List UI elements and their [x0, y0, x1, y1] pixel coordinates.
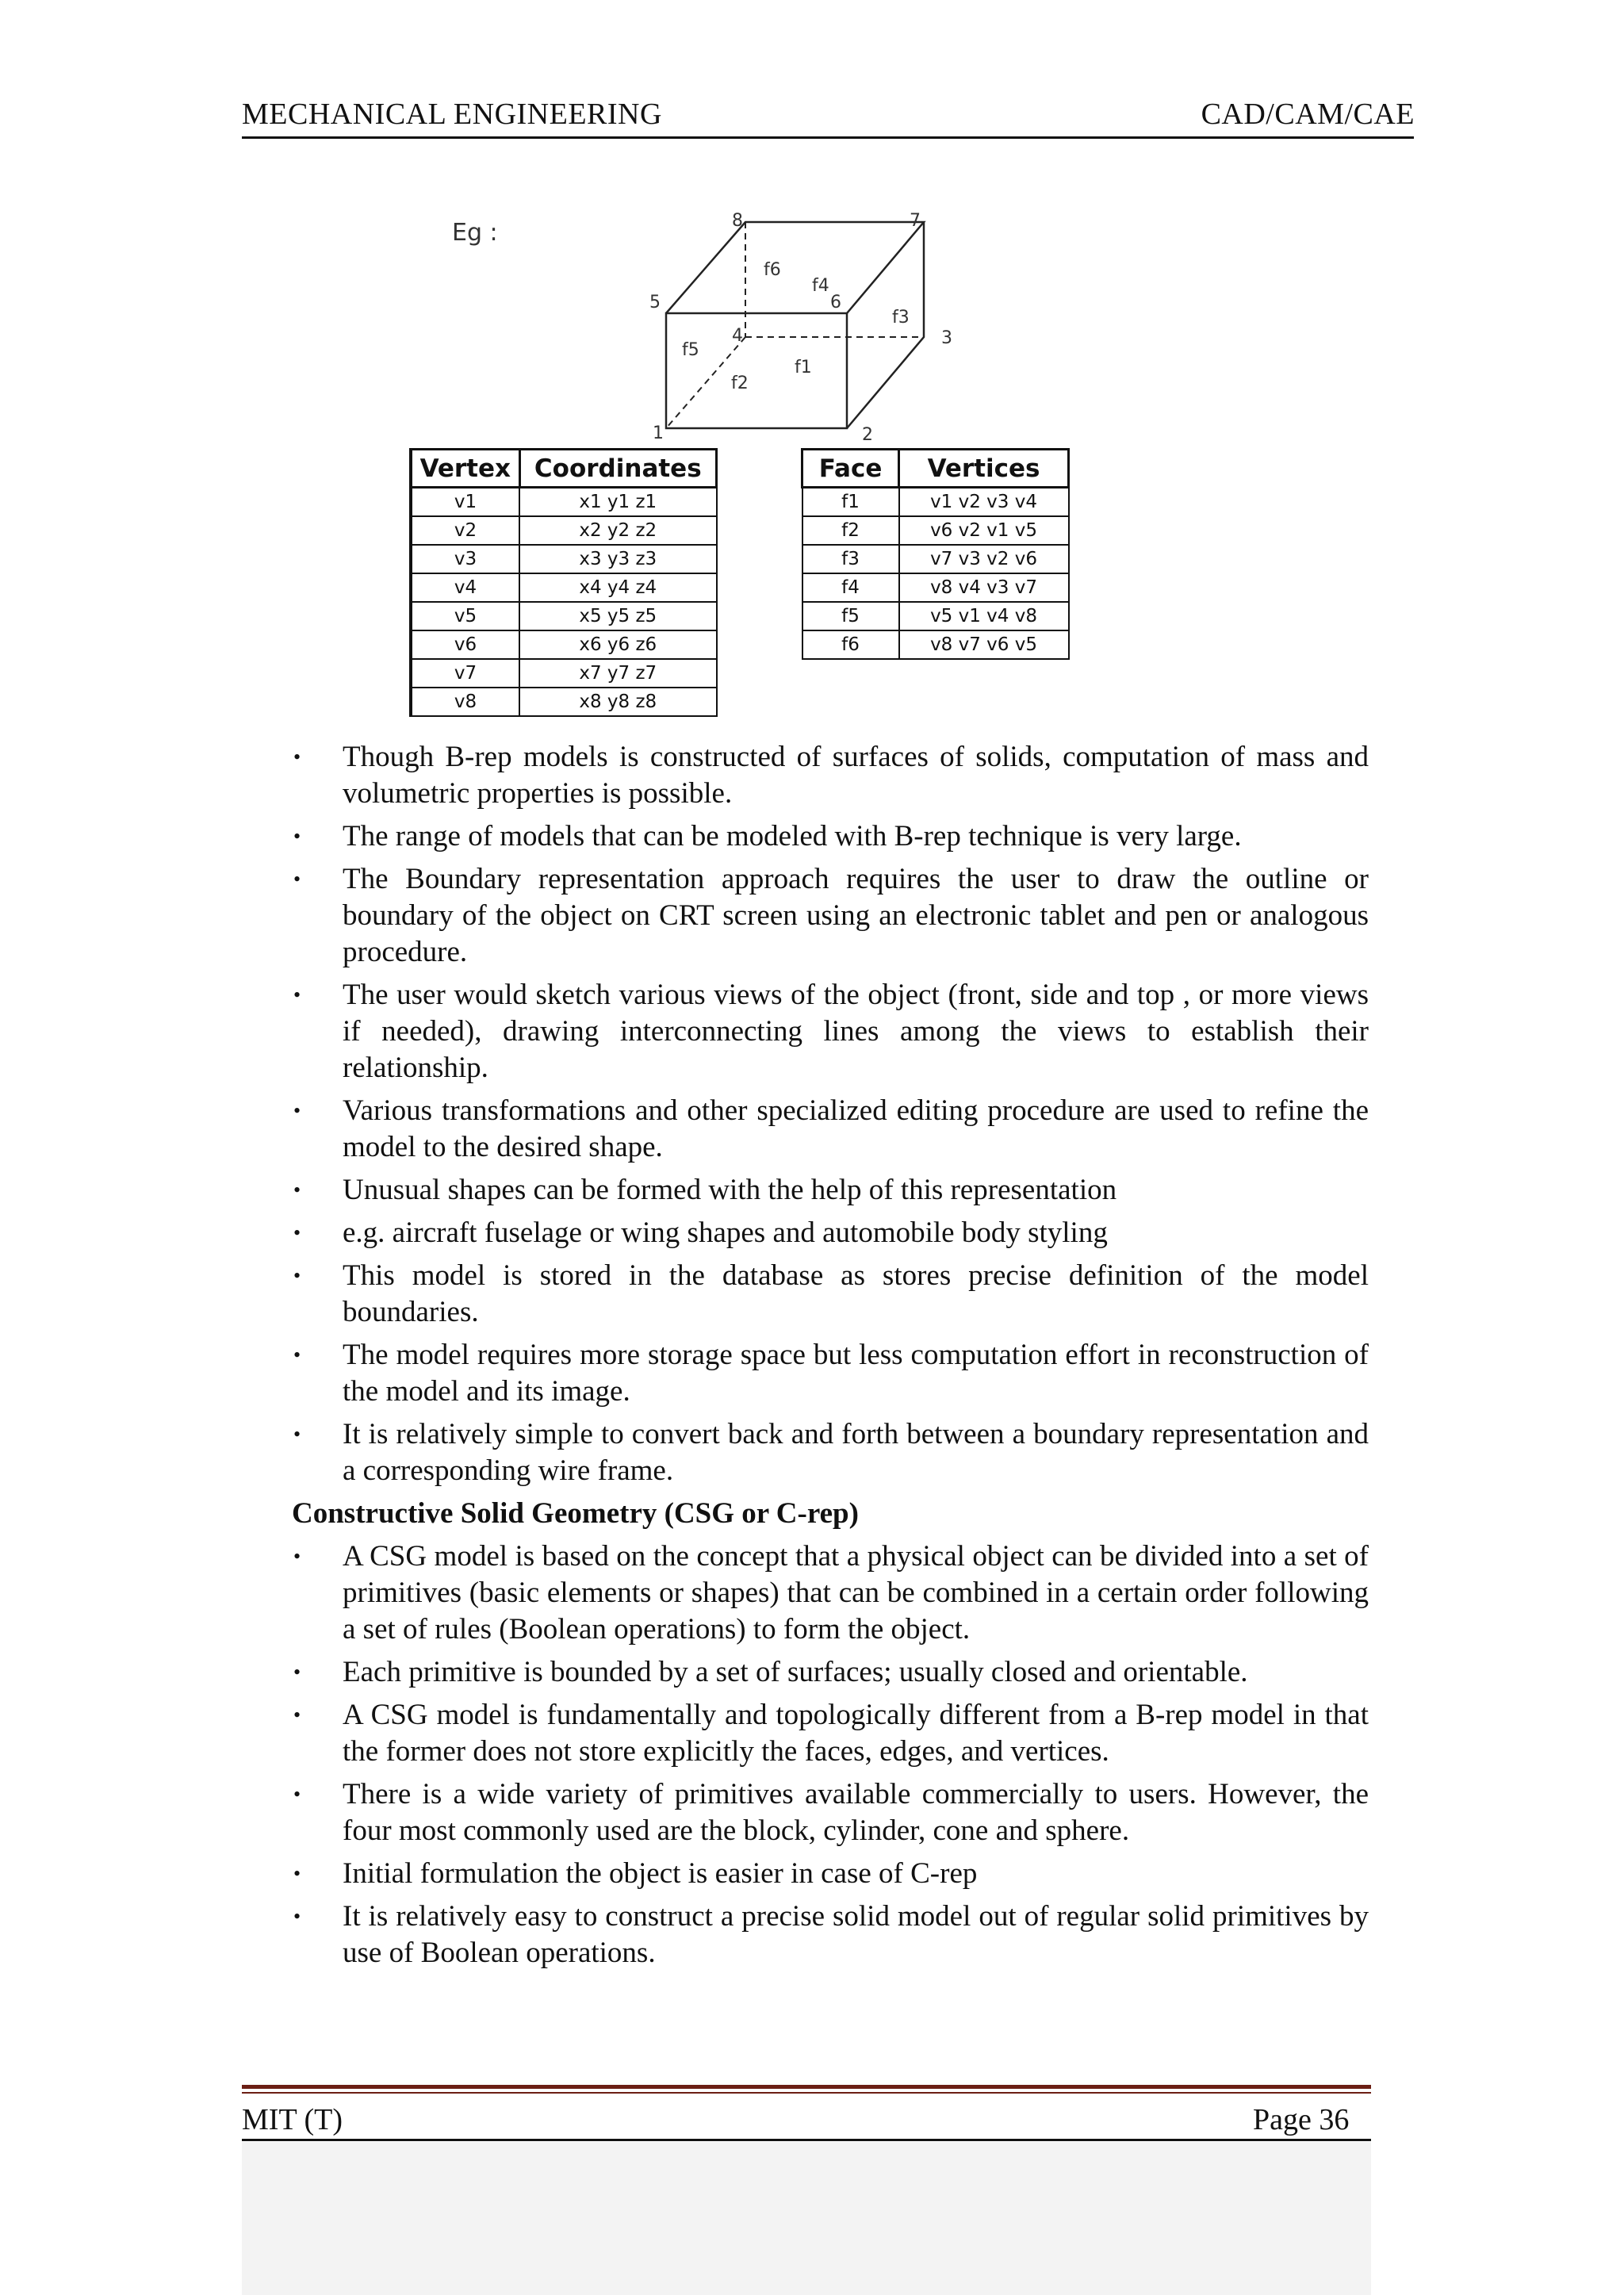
footer-underline — [242, 2139, 1371, 2141]
brep-bullet: • e.g. aircraft fuselage or wing shapes and automobile body styling — [343, 1215, 1369, 1251]
coord-cell: x2 y2 z2 — [519, 516, 716, 545]
table-row — [802, 488, 1069, 517]
brep-bullet: • The model requires more storage space but less computation effort in reconstruction of the model and its image. — [343, 1337, 1369, 1410]
cube-right-edges — [847, 222, 924, 428]
face-label-f4: f4 — [812, 276, 829, 296]
vertex-cell: v6 — [411, 630, 519, 659]
face-cell: f4 — [802, 573, 899, 602]
vertices-cell: v5 v1 v4 v8 — [899, 602, 1069, 630]
coord-cell: x3 y3 z3 — [519, 545, 716, 573]
csg-bullet: • A CSG model is based on the concept that a physical object can be divided into a set of primitives (basic elements or shapes) that can be combined in a certain order following a set of rules (Boolean operations) to form the object. — [343, 1538, 1369, 1648]
face-cell: f5 — [802, 602, 899, 630]
footer-rule-thin — [242, 2092, 1371, 2094]
brep-bullet: • This model is stored in the database as stores precise definition of the model boundaries. — [343, 1258, 1369, 1331]
coord-cell: x7 y7 z7 — [519, 659, 716, 688]
cube-front-face — [666, 313, 847, 428]
vertex-cell: v2 — [411, 516, 519, 545]
face-label-f2: f2 — [731, 374, 749, 393]
table-row — [411, 630, 717, 659]
vertex-label-1: 1 — [653, 423, 664, 443]
vertex-col-header: Vertex — [411, 450, 519, 488]
eg-label: Eg : — [452, 219, 498, 247]
brep-bullet: • Various transformations and other specialized editing procedure are used to refine the model to the desired shape. — [343, 1093, 1369, 1166]
coord-cell: x1 y1 z1 — [519, 488, 716, 517]
face-col-header: Face — [802, 450, 899, 488]
brep-bullet: • Though B-rep models is constructed of surfaces of solids, computation of mass and volumetric properties is possible. — [343, 739, 1369, 812]
csg-bullet: • Each primitive is bounded by a set of surfaces; usually closed and orientable. — [343, 1654, 1369, 1691]
vertices-cell: v6 v2 v1 v5 — [899, 516, 1069, 545]
vertices-cell: v7 v3 v2 v6 — [899, 545, 1069, 573]
csg-bullet: • There is a wide variety of primitives available commercially to users. However, the four most commonly used are the block, cylinder, cone and sphere. — [343, 1776, 1369, 1849]
face-cell: f3 — [802, 545, 899, 573]
table-row — [802, 516, 1069, 545]
cube-diagram — [400, 202, 1090, 448]
brep-bullet: • It is relatively simple to convert back and forth between a boundary representation and a corresponding wire frame. — [343, 1416, 1369, 1489]
coordinates-col-header: Coordinates — [519, 450, 716, 488]
vertex-label-3: 3 — [941, 328, 952, 348]
table-row — [802, 630, 1069, 659]
vertex-table — [409, 448, 718, 717]
csg-bullet: • It is relatively easy to construct a precise solid model out of regular solid primitives by use of Boolean operations. — [343, 1898, 1369, 1971]
cube-top-face — [666, 222, 924, 313]
table-row — [411, 545, 717, 573]
table-row — [411, 516, 717, 545]
table-row — [411, 573, 717, 602]
footer-rule-thick — [242, 2085, 1371, 2089]
vertices-col-header: Vertices — [899, 450, 1069, 488]
csg-bullet: • Initial formulation the object is easier in case of C-rep — [343, 1856, 1369, 1892]
face-table — [801, 448, 1070, 660]
vertex-cell: v1 — [411, 488, 519, 517]
vertex-label-8: 8 — [732, 211, 743, 231]
vertices-cell: v1 v2 v3 v4 — [899, 488, 1069, 517]
brep-bullet: • The user would sketch various views of the object (front, side and top , or more views if needed), drawing interconnecting lines among the views to establish their relationship. — [343, 977, 1369, 1086]
brep-bullet: • The Boundary representation approach requires the user to draw the outline or boundary of the object on CRT screen using an electronic tablet and pen or analogous procedure. — [343, 861, 1369, 971]
footer-institution: MIT (T) — [242, 2103, 343, 2136]
csg-bullet: • A CSG model is fundamentally and topologically different from a B-rep model in that the former does not store explicitly the faces, edges, and vertices. — [343, 1697, 1369, 1770]
brep-bullet: • The range of models that can be modeled with B-rep technique is very large. — [343, 818, 1369, 855]
vertex-cell: v8 — [411, 688, 519, 716]
header-subject: CAD/CAM/CAE — [1201, 98, 1415, 131]
body-text — [292, 739, 1369, 1978]
brep-cube-figure — [400, 202, 1090, 726]
table-row — [802, 545, 1069, 573]
table-row — [411, 659, 717, 688]
face-label-f1: f1 — [795, 358, 812, 377]
table-row — [802, 602, 1069, 630]
vertex-label-5: 5 — [649, 293, 661, 312]
brep-bullet: • Unusual shapes can be formed with the help of this representation — [343, 1172, 1369, 1209]
page-number: Page 36 — [1253, 2103, 1350, 2136]
table-row — [802, 573, 1069, 602]
face-label-f3: f3 — [892, 308, 910, 328]
coord-cell: x5 y5 z5 — [519, 602, 716, 630]
page-bottom-shade — [242, 2142, 1371, 2295]
vertex-label-2: 2 — [862, 425, 873, 445]
face-label-f6: f6 — [764, 260, 781, 280]
vertex-label-4: 4 — [732, 326, 743, 346]
vertices-cell: v8 v4 v3 v7 — [899, 573, 1069, 602]
vertex-cell: v5 — [411, 602, 519, 630]
face-cell: f2 — [802, 516, 899, 545]
table-row — [411, 602, 717, 630]
table-row — [411, 488, 717, 517]
coord-cell: x6 y6 z6 — [519, 630, 716, 659]
header-title: MECHANICAL ENGINEERING — [242, 98, 662, 131]
face-label-f5: f5 — [682, 340, 699, 360]
face-cell: f1 — [802, 488, 899, 517]
vertex-label-6: 6 — [830, 293, 841, 312]
csg-section-heading: Constructive Solid Geometry (CSG or C-rep) — [292, 1497, 859, 1530]
coord-cell: x4 y4 z4 — [519, 573, 716, 602]
vertices-cell: v8 v7 v6 v5 — [899, 630, 1069, 659]
face-cell: f6 — [802, 630, 899, 659]
vertex-cell: v3 — [411, 545, 519, 573]
coord-cell: x8 y8 z8 — [519, 688, 716, 716]
header-rule — [242, 136, 1414, 139]
table-row — [411, 688, 717, 716]
vertex-cell: v7 — [411, 659, 519, 688]
vertex-cell: v4 — [411, 573, 519, 602]
vertex-label-7: 7 — [910, 211, 921, 231]
